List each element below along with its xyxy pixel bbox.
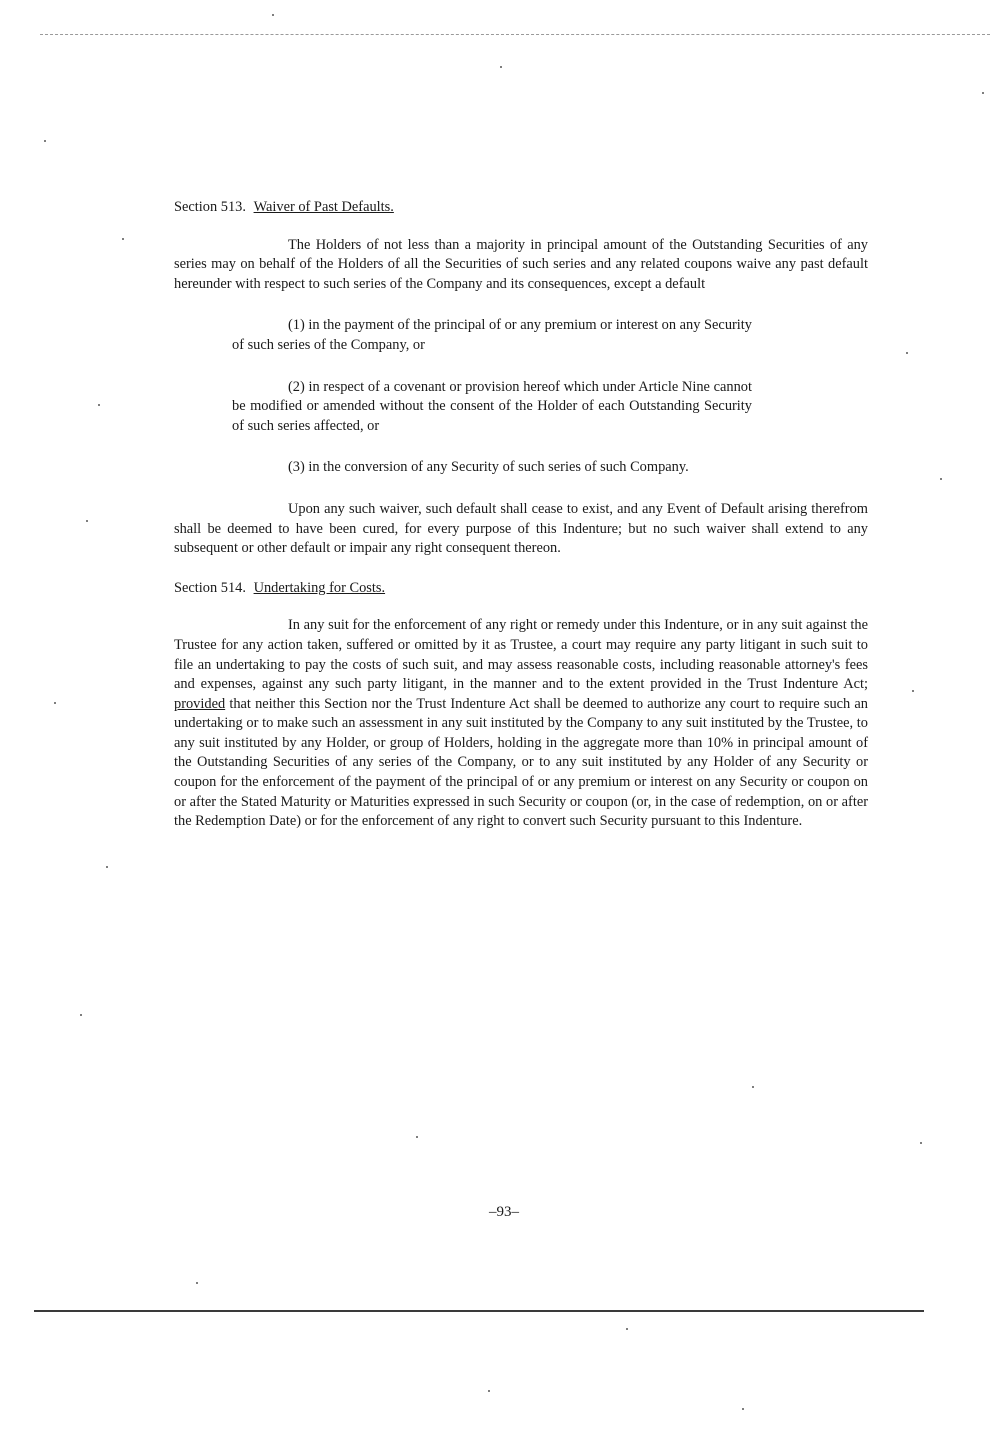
section-513-number: Section 513. xyxy=(174,199,246,215)
scan-speck xyxy=(940,478,942,480)
proviso-term: provided xyxy=(174,695,226,712)
scan-speck xyxy=(500,66,502,68)
section-514-title: Undertaking for Costs. xyxy=(253,579,386,596)
section-513-effect-paragraph: Upon any such waiver, such default shall cease to exist, and any Event of Default arising therefrom shall be deemed to have been cured, for every purpose of this Indenture; but no such waiver shall extend to any subsequent or other default or impair any right consequent thereon. xyxy=(174,500,868,557)
section-514-text-part-2: that neither this Section nor the Trust Indenture Act shall be deemed to authorize any court to require such an undertaking or to make such an assessment in any suit instituted by the Company to any suit instituted by the Trustee, to any suit instituted by any Holder, or group of Holders, holding in the aggregate more than 10% in principal amount of the Outstanding Securities of any series of the Company, or to any suit instituted by any Holder of any Security or coupon for the enforcement of the payment of the principal of or any premium or interest on any Security or coupon on or after the Stated Maturity or Maturities expressed in such Security or coupon (or, in the case of redemption, on or after the Redemption Date) or for the enforcement of any right to convert such Security pursuant to this Indenture. xyxy=(174,695,868,830)
scan-speck xyxy=(272,14,274,16)
scan-speck xyxy=(44,140,46,142)
section-514-paragraph xyxy=(174,616,868,832)
document-body xyxy=(174,198,868,832)
scan-speck xyxy=(54,702,56,704)
section-514-number: Section 514. xyxy=(174,579,246,596)
scan-speck xyxy=(912,690,914,692)
scan-speck xyxy=(98,404,100,406)
scan-speck xyxy=(752,1086,754,1088)
scan-artifact-top-line xyxy=(40,34,990,35)
scan-speck xyxy=(80,1014,82,1016)
section-514-heading xyxy=(174,579,868,599)
scan-speck xyxy=(920,1142,922,1144)
scan-speck xyxy=(416,1136,418,1138)
section-513-intro-paragraph: The Holders of not less than a majority in principal amount of the Outstanding Securities of any series may on behalf of the Holders of all the Securities of such series and any related coupons waive any past default hereunder with respect to such series of the Company and its consequences, except a default xyxy=(174,236,868,292)
page-number: –93– xyxy=(489,1204,519,1220)
section-513-title: Waiver of Past Defaults. xyxy=(253,199,394,215)
section-514-text-part-1: In any suit for the enforcement of any right or remedy under this Indenture, or in any suit against the Trustee for any action taken, suffered or omitted by it as Trustee, a court may require any party litigant in such suit to file an undertaking to pay the costs of such suit, and may assess reasonable costs, including reasonable attorney's fees and expenses, against any such party litigant, in the manner and to the extent provided in the Trust Indenture Act; xyxy=(174,617,868,693)
clause-1: (1) in the payment of the principal of or any premium or interest on any Security of such series of the Company, or xyxy=(232,317,752,353)
scan-speck xyxy=(196,1282,198,1284)
scan-speck xyxy=(86,520,88,522)
scan-artifact-bottom-line xyxy=(34,1310,924,1312)
scan-speck xyxy=(982,92,984,94)
section-513-heading xyxy=(174,198,868,218)
scan-speck xyxy=(488,1390,490,1392)
scan-speck xyxy=(626,1328,628,1330)
clause-2: (2) in respect of a covenant or provision hereof which under Article Nine cannot be modified or amended without the consent of the Holder of each Outstanding Security of such series affected, or xyxy=(232,378,752,434)
scan-speck xyxy=(122,238,124,240)
scan-speck xyxy=(906,352,908,354)
clause-3: (3) in the conversion of any Security of such series of such Company. xyxy=(288,459,689,476)
scan-speck xyxy=(106,866,108,868)
scan-speck xyxy=(742,1408,744,1410)
